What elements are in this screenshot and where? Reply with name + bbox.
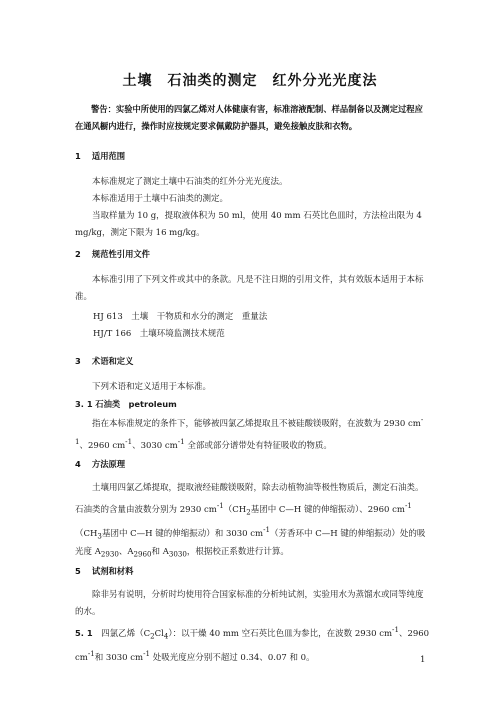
superscript: -1 xyxy=(177,436,185,446)
term-number: 3. 1 xyxy=(75,399,93,409)
reagent-text: 、2960 cm xyxy=(75,628,430,663)
reagent-text: 四氯乙烯（C xyxy=(101,628,151,639)
page-number: 1 xyxy=(420,655,426,665)
principle-text: 基团中 C—H 键的伸缩振动）和 3030 cm xyxy=(101,528,264,539)
section-1-paragraph-3: 当取样量为 10 g，提取液体积为 50 ml，使用 40 mm 石英比色皿时，方法检出限为 4 mg/kg，测定下限为 16 mg/kg。 xyxy=(75,211,422,238)
section-5-heading xyxy=(75,565,133,577)
section-2-heading xyxy=(75,248,150,260)
reference-hjt166: HJ/T 166 土壤环境监测技术规范 xyxy=(93,329,225,339)
reagent-number: 5. 1 xyxy=(75,627,93,638)
principle-text: （CH xyxy=(223,504,247,515)
section-title: 试剂和材料 xyxy=(91,566,134,576)
section-number: 4 xyxy=(75,459,81,469)
reagent-5-1 xyxy=(75,621,430,666)
document-title: 土壤 石油类的测定 红外分光光度法 xyxy=(122,73,378,89)
superscript: -1 xyxy=(87,648,95,658)
superscript: -1 xyxy=(392,625,399,634)
section-3-paragraph-1: 下列术语和定义适用于本标准。 xyxy=(92,382,212,392)
reagent-text: ）：以干燥 40 mm 空石英比色皿为参比，在波数 2930 cm xyxy=(168,628,393,639)
subscript: 3030 xyxy=(168,549,187,559)
principle-text: （芳香环中 C—H 键的伸缩振动）处的吸光度 A xyxy=(75,528,426,558)
section-number: 1 xyxy=(75,151,81,161)
principle-text: 、A xyxy=(118,547,134,558)
section-3-heading xyxy=(75,355,133,367)
section-title: 方法原理 xyxy=(91,459,126,469)
section-number: 3 xyxy=(75,356,81,366)
reference-hj613: HJ 613 土壤 干物质和水分的测定 重量法 xyxy=(93,312,268,322)
subscript: 2 xyxy=(150,631,155,641)
principle-text: 和 A xyxy=(151,547,169,558)
definition-text-c: 、3030 cm xyxy=(132,440,178,451)
definition-text-d: 全部或部分谱带处有特征吸收的物质。 xyxy=(184,440,332,451)
superscript: -1 xyxy=(216,501,224,510)
definition-text-b: 、2960 cm xyxy=(79,440,126,451)
section-title: 规范性引用文件 xyxy=(91,249,150,259)
superscript: -1 xyxy=(263,524,271,534)
section-number: 2 xyxy=(75,249,81,259)
section-1-paragraph-1: 本标准规定了测定土壤中石油类的红外分光光度法。 xyxy=(92,177,288,187)
section-4-heading xyxy=(75,458,125,470)
reagent-text: 和 3030 cm xyxy=(94,652,144,663)
section-4-paragraph xyxy=(75,480,430,563)
subscript: 3 xyxy=(97,531,102,541)
principle-text: （CH xyxy=(75,528,98,539)
section-1-heading xyxy=(75,150,125,162)
subscript: 2 xyxy=(246,507,251,517)
subscript: 4 xyxy=(163,631,169,641)
superscript: -1 xyxy=(125,436,133,446)
subscript: 2930 xyxy=(100,549,119,559)
principle-text: ，根据校正系数进行计算。 xyxy=(186,547,289,558)
superscript: -1 xyxy=(75,415,424,446)
section-number: 5 xyxy=(75,566,81,576)
section-title: 术语和定义 xyxy=(91,356,134,366)
section-2-paragraph-1: 本标准引用了下列文件或其中的条款。凡是不注日期的引用文件，其有效版本适用于本标准。 xyxy=(75,275,424,302)
superscript: -1 xyxy=(143,648,150,658)
subscript: 2960 xyxy=(133,549,152,559)
section-5-paragraph-1: 除非另有说明，分析时均使用符合国家标准的分析纯试剂，实验用水为蒸馏水或同等纯度的水。 xyxy=(75,590,424,617)
reagent-text: Cl xyxy=(154,628,164,639)
section-title: 适用范围 xyxy=(91,151,126,161)
principle-text: 基团中 C—H 键的伸缩振动）、2960 cm xyxy=(250,504,405,515)
section-1-paragraph-2: 本标准适用于土壤中石油类的测定。 xyxy=(92,194,229,204)
principle-text: 土壤用四氯乙烯提取，提取液经硅酸镁吸附，除去动植物油等极性物质后，测定石油类。石油类的含量由波数分别为 2930 cm xyxy=(75,483,424,515)
definition-text-a: 指在本标准规定的条件下，能够被四氯乙烯提取且不被硅酸镁吸附，在波数为 2930 cm xyxy=(92,418,421,429)
warning-paragraph: 警告：实验中所使用的四氯乙烯对人体健康有害，标准溶液配制、样品制备以及测定过程应在通风橱内进行，操作时应按规定要求佩戴防护器具，避免接触皮肤和衣物。 xyxy=(75,104,423,131)
term-definition xyxy=(75,411,430,455)
reagent-text: 处吸光度应分别不超过 0.34、0.07 和 0。 xyxy=(150,652,315,663)
term-name: 石油类 petroleum xyxy=(95,399,177,409)
superscript: -1 xyxy=(404,501,412,510)
term-3-1 xyxy=(75,398,177,410)
